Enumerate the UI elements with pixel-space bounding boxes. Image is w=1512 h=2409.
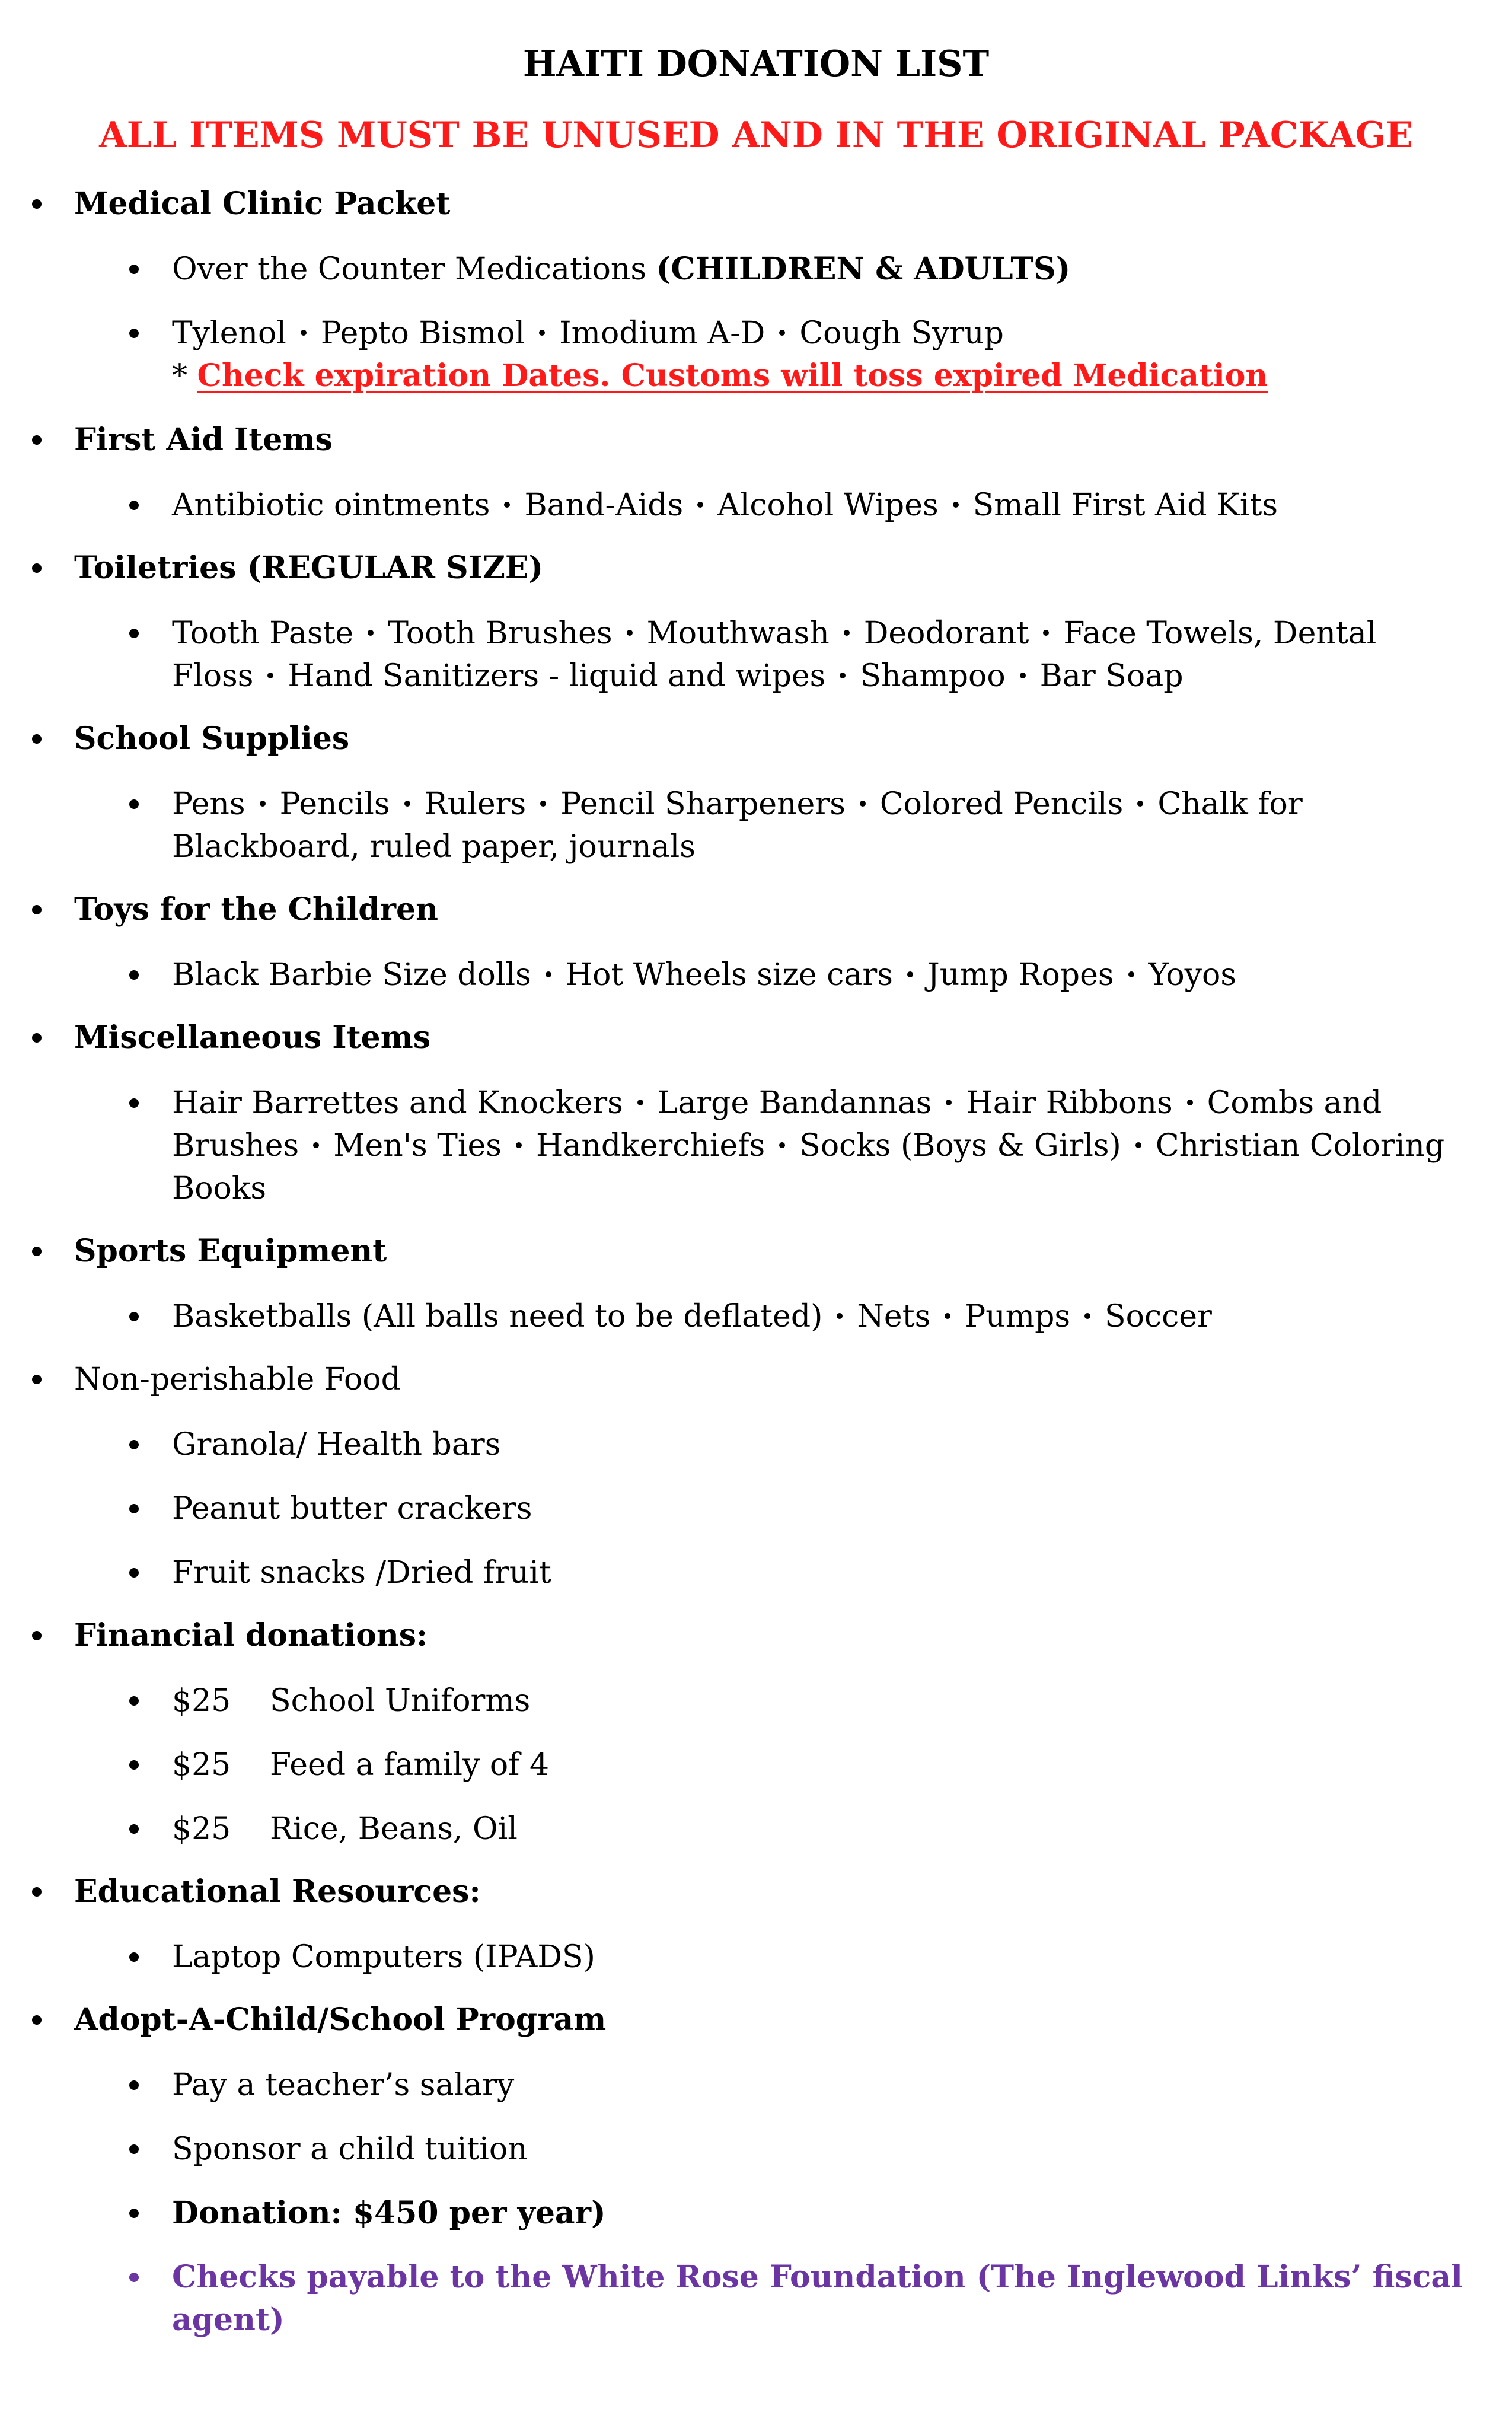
section-misc-title: Miscellaneous Items [74, 1019, 431, 1056]
bullet-icon [129, 1568, 139, 1578]
separator-dot-icon [539, 330, 545, 336]
separator-dot-icon [844, 630, 850, 636]
financial-item [172, 1808, 518, 1850]
toy-item: Yoyos [1148, 957, 1237, 993]
donation-amount: $25 [172, 1811, 231, 1847]
donation-purpose: School Uniforms [270, 1683, 531, 1719]
bullet-icon [32, 1375, 42, 1384]
section-school-title: School Supplies [74, 721, 350, 757]
school-line-2: Blackboard, ruled paper, journals [172, 829, 696, 865]
misc-item: Hair Barrettes and Knockers [172, 1085, 623, 1121]
medical-meds-item [172, 312, 1004, 355]
bullet-icon [129, 1760, 139, 1770]
bullet-icon [129, 329, 139, 338]
separator-dot-icon [1135, 1142, 1141, 1148]
school-item: Colored Pencils [879, 786, 1124, 822]
expiration-warning-text: Check expiration Dates. Customs will toss expired Medication [197, 358, 1268, 394]
bullet-icon [129, 1098, 139, 1108]
separator-dot-icon [697, 502, 703, 508]
misc-line-3: Books [172, 1171, 267, 1206]
toy-item: Jump Ropes [927, 957, 1114, 993]
toiletry-item: Bar Soap [1039, 658, 1184, 694]
section-financial-title: Financial donations: [74, 1617, 428, 1653]
misc-item: Handkerchiefs [536, 1128, 765, 1164]
financial-item [172, 1680, 530, 1722]
food-item: Fruit snacks /Dried fruit [172, 1555, 551, 1591]
toiletry-item: Shampoo [860, 658, 1006, 694]
separator-dot-icon [1137, 801, 1143, 807]
bullet-icon [32, 1887, 42, 1897]
otc-text: Over the Counter Medications [172, 251, 647, 287]
bullet-icon [32, 435, 42, 445]
sports-item: Basketballs (All balls need to be deflated) [172, 1299, 823, 1334]
separator-dot-icon [637, 1100, 643, 1105]
financial-item [172, 1744, 549, 1786]
toy-item: Black Barbie Size dolls [172, 957, 531, 993]
misc-line-2 [172, 1124, 1444, 1167]
bullet-icon [32, 734, 42, 744]
first-aid-item: Alcohol Wipes [717, 487, 939, 523]
medical-otc-item [172, 248, 1070, 291]
misc-line-1 [172, 1082, 1382, 1124]
school-item: Pencils [279, 786, 390, 822]
education-item: Laptop Computers (IPADS) [172, 1939, 595, 1975]
misc-item: Brushes [172, 1128, 299, 1164]
warning-prefix: * [172, 358, 187, 394]
bullet-icon [129, 1440, 139, 1449]
separator-dot-icon [840, 673, 846, 678]
donation-purpose: Rice, Beans, Oil [270, 1811, 518, 1847]
school-item: Pens [172, 786, 245, 822]
separator-dot-icon [260, 801, 266, 807]
bullet-icon [129, 1824, 139, 1834]
otc-audience: (CHILDREN & ADULTS) [656, 251, 1071, 287]
section-sports-title: Sports Equipment [74, 1233, 387, 1269]
bullet-icon [32, 2015, 42, 2025]
misc-item: Large Bandannas [657, 1085, 932, 1121]
sports-item: Pumps [965, 1299, 1071, 1334]
school-line-1 [172, 783, 1303, 826]
med-item: Cough Syrup [799, 316, 1004, 351]
separator-dot-icon [1187, 1100, 1193, 1105]
separator-dot-icon [1043, 630, 1049, 636]
bullet-icon [129, 1696, 139, 1706]
section-first-aid-title: First Aid Items [74, 422, 333, 458]
toiletry-item: Tooth Paste [172, 616, 354, 651]
separator-dot-icon [504, 502, 510, 508]
donation-amount-note: Donation: $450 per year) [172, 2195, 606, 2231]
bullet-icon [129, 1952, 139, 1962]
sports-list [172, 1295, 1212, 1338]
med-item: Tylenol [172, 316, 286, 351]
separator-dot-icon [907, 971, 913, 977]
bullet-icon [129, 501, 139, 510]
separator-dot-icon [953, 502, 959, 508]
separator-dot-icon [837, 1313, 843, 1319]
donation-amount: $25 [172, 1747, 231, 1783]
checks-payable-note: Checks payable to the White Rose Foundation (The Inglewood Links’ fiscal [172, 2259, 1463, 2295]
separator-dot-icon [1084, 1313, 1090, 1319]
checks-payable-note-cont: agent) [172, 2302, 285, 2338]
bullet-icon [129, 1312, 139, 1321]
expiration-warning [172, 355, 1268, 397]
misc-item: Christian Coloring [1155, 1128, 1445, 1164]
separator-dot-icon [404, 801, 410, 807]
first-aid-item: Antibiotic ointments [172, 487, 490, 523]
donation-purpose: Feed a family of 4 [270, 1747, 550, 1783]
bullet-icon [129, 265, 139, 274]
separator-dot-icon [945, 1313, 950, 1319]
donation-amount: $25 [172, 1683, 231, 1719]
med-item: Imodium A-D [559, 316, 765, 351]
school-item: Chalk for [1157, 786, 1303, 822]
section-medical-title: Medical Clinic Packet [74, 186, 451, 222]
separator-dot-icon [860, 801, 866, 807]
bullet-icon [129, 2209, 139, 2218]
toiletry-item: Deodorant [863, 616, 1029, 651]
bullet-icon [129, 970, 139, 980]
section-education-title: Educational Resources: [74, 1873, 481, 1910]
toiletries-line-2 [172, 655, 1184, 697]
separator-dot-icon [313, 1142, 319, 1148]
school-item: Rulers [424, 786, 527, 822]
adopt-item: Sponsor a child tuition [172, 2131, 528, 2167]
separator-dot-icon [516, 1142, 522, 1148]
misc-item: Combs and [1207, 1085, 1382, 1121]
section-toiletries-title: Toiletries (REGULAR SIZE) [74, 550, 544, 586]
food-item: Granola/ Health bars [172, 1427, 501, 1462]
bullet-icon [32, 1247, 42, 1256]
section-toys-title: Toys for the Children [74, 891, 438, 928]
bullet-icon [32, 563, 42, 573]
food-item: Peanut butter crackers [172, 1491, 532, 1527]
separator-dot-icon [540, 801, 546, 807]
sports-item: Nets [857, 1299, 931, 1334]
toiletry-item: Tooth Brushes [388, 616, 613, 651]
section-adopt-title: Adopt-A-Child/School Program [74, 2002, 607, 2038]
separator-dot-icon [779, 1142, 785, 1148]
misc-item: Men's Ties [333, 1128, 502, 1164]
bullet-icon [129, 2144, 139, 2154]
misc-item: Hair Ribbons [966, 1085, 1173, 1121]
separator-dot-icon [301, 330, 307, 336]
first-aid-item: Small First Aid Kits [972, 487, 1278, 523]
bullet-icon [129, 2273, 139, 2282]
sports-item: Soccer [1105, 1299, 1212, 1334]
toiletry-item: Hand Sanitizers - liquid and wipes [288, 658, 826, 694]
bullet-icon [129, 1504, 139, 1513]
school-item: Pencil Sharpeners [560, 786, 846, 822]
bullet-icon [129, 799, 139, 809]
adopt-item: Pay a teacher’s salary [172, 2067, 515, 2103]
separator-dot-icon [779, 330, 785, 336]
separator-dot-icon [1020, 673, 1026, 678]
bullet-icon [129, 629, 139, 638]
toy-item: Hot Wheels size cars [565, 957, 893, 993]
page-title: HAITI DONATION LIST [522, 43, 990, 85]
toys-list [172, 954, 1236, 996]
separator-dot-icon [946, 1100, 952, 1105]
separator-dot-icon [627, 630, 633, 636]
separator-dot-icon [546, 971, 551, 977]
separator-dot-icon [368, 630, 374, 636]
first-aid-list [172, 484, 1278, 527]
bullet-icon [129, 2080, 139, 2090]
toiletry-item: Floss [172, 658, 254, 694]
section-food-title: Non-perishable Food [74, 1362, 401, 1397]
bullet-icon [32, 905, 42, 914]
separator-dot-icon [1128, 971, 1134, 977]
bullet-icon [32, 1631, 42, 1640]
toiletry-item: Face Towels, Dental [1063, 616, 1377, 651]
toiletries-line-1 [172, 612, 1376, 655]
bullet-icon [32, 1033, 42, 1043]
bullet-icon [32, 199, 42, 209]
separator-dot-icon [267, 673, 273, 678]
misc-item: Socks (Boys & Girls) [799, 1128, 1121, 1164]
first-aid-item: Band-Aids [524, 487, 684, 523]
page-subtitle: ALL ITEMS MUST BE UNUSED AND IN THE ORIGINAL PACKAGE [99, 114, 1413, 156]
med-item: Pepto Bismol [320, 316, 525, 351]
toiletry-item: Mouthwash [646, 616, 830, 651]
